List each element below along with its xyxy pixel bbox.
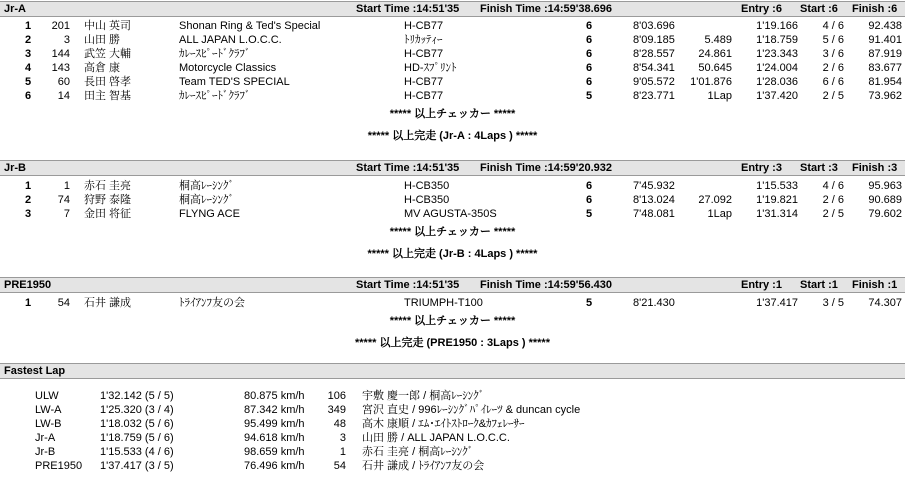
team-name: ｶﾚｰｽﾋﾟｰﾄﾞｸﾗﾌﾞ (179, 48, 251, 60)
machine: TRIUMPH-T100 (404, 297, 483, 309)
entry-count: Entry :6 (741, 3, 782, 15)
speed: 87.342 km/h (244, 404, 305, 416)
total-time: 8'23.771 (633, 90, 675, 102)
gap: 27.092 (698, 194, 732, 206)
best-lap-time: 1'19.821 (756, 194, 798, 206)
rider-team: 宇敷 慶一郎 / 桐高ﾚｰｼﾝｸﾞ (362, 390, 485, 402)
car-number: 54 (333, 460, 346, 472)
car-number: 60 (57, 76, 70, 88)
gap: 1Lap (707, 90, 732, 102)
car-number: 349 (327, 404, 346, 416)
avg-speed: 90.689 (868, 194, 902, 206)
completion-line: ***** 以上完走 (PRE1950 : 3Laps ) ***** (354, 337, 550, 349)
lap-time: 1'18.032 (5 / 6) (100, 418, 174, 430)
laps: 5 (586, 297, 593, 309)
start-time: Start Time :14:51'35 (356, 279, 460, 291)
start-time: Start Time :14:51'35 (356, 162, 460, 174)
laps: 6 (586, 62, 593, 74)
position: 2 (25, 34, 32, 46)
car-number: 48 (333, 418, 346, 430)
position: 6 (25, 90, 32, 102)
class-name: ULW (35, 390, 59, 402)
result-row (0, 207, 905, 221)
gap: 50.645 (698, 62, 732, 74)
avg-speed: 73.962 (868, 90, 902, 102)
rider-name: 田主 智基 (84, 90, 132, 102)
team-name: Motorcycle Classics (179, 62, 277, 74)
team-name: Team TED'S SPECIAL (179, 76, 290, 88)
start-count: Start :1 (800, 279, 838, 291)
car-number: 106 (327, 390, 346, 402)
class-name: LW-A (35, 404, 62, 416)
fastest-lap-title: Fastest Lap (4, 365, 66, 377)
team-name: ﾄﾗｲｱﾝﾌ友の会 (179, 297, 245, 309)
team-name: ｶﾚｰｽﾋﾟｰﾄﾞｸﾗﾌﾞ (179, 90, 251, 102)
best-lap-number: 2 / 5 (822, 90, 844, 102)
speed: 80.875 km/h (244, 390, 305, 402)
best-lap-number: 3 / 6 (822, 48, 844, 60)
speed: 98.659 km/h (244, 446, 305, 458)
race-header-pre1950 (0, 277, 905, 293)
machine: H-CB77 (404, 20, 444, 32)
best-lap-time: 1'24.004 (756, 62, 798, 74)
rider-name: 石井 謙成 (84, 297, 132, 309)
gap: 1'01.876 (690, 76, 732, 88)
team-name: Shonan Ring & Ted's Special (179, 20, 321, 32)
finish-time: Finish Time :14:59'20.932 (480, 162, 613, 174)
position: 1 (25, 297, 32, 309)
rider-name: 中山 英司 (84, 20, 132, 32)
speed: 95.499 km/h (244, 418, 305, 430)
total-time: 8'28.557 (633, 48, 675, 60)
car-number: 144 (51, 48, 70, 60)
team-name: 桐高ﾚｰｼﾝｸﾞ (179, 180, 234, 192)
best-lap-time: 1'23.343 (756, 48, 798, 60)
lap-time: 1'37.417 (3 / 5) (100, 460, 174, 472)
rider-name: 高倉 康 (84, 62, 121, 74)
finish-count: Finish :6 (852, 3, 898, 15)
finish-count: Finish :3 (852, 162, 898, 174)
total-time: 7'48.081 (633, 208, 675, 220)
fastest-lap-row (0, 389, 905, 403)
best-lap-number: 2 / 5 (822, 208, 844, 220)
fastest-lap-row (0, 417, 905, 431)
rider-name: 山田 勝 (84, 34, 121, 46)
best-lap-number: 3 / 5 (822, 297, 844, 309)
class-name: PRE1950 (4, 279, 52, 291)
rider-team: 山田 勝 / ALL JAPAN L.O.C.C. (362, 432, 510, 444)
machine: H-CB77 (404, 90, 444, 102)
car-number: 7 (63, 208, 70, 220)
laps: 5 (586, 90, 593, 102)
machine: H-CB350 (404, 180, 450, 192)
rider-team: 宮沢 直史 / 996ﾚｰｼﾝｸﾞﾊﾟｲﾚｰﾂ & duncan cycle (362, 404, 581, 416)
lap-time: 1'15.533 (4 / 6) (100, 446, 174, 458)
checker-line: ***** 以上チェッカー ***** (389, 315, 516, 327)
total-time: 8'13.024 (633, 194, 675, 206)
best-lap-number: 4 / 6 (822, 20, 844, 32)
rider-name: 赤石 圭亮 (84, 180, 132, 192)
fastest-lap-row (0, 403, 905, 417)
result-row (0, 75, 905, 89)
race-header-jr-a (0, 1, 905, 17)
laps: 6 (586, 34, 593, 46)
completion-line: ***** 以上完走 (Jr-B : 4Laps ) ***** (367, 248, 538, 260)
rider-team: 高木 康順 / ｴﾑ･ｴｲﾄｽﾄﾛｰｸ&ｶﾌｪﾚｰｻｰ (362, 418, 525, 430)
team-name: FLYNG ACE (179, 208, 240, 220)
result-row (0, 19, 905, 33)
rider-name: 金田 将征 (84, 208, 132, 220)
best-lap-time: 1'31.314 (756, 208, 798, 220)
avg-speed: 91.401 (868, 34, 902, 46)
car-number: 1 (339, 446, 346, 458)
position: 4 (25, 62, 32, 74)
result-row (0, 296, 905, 310)
avg-speed: 87.919 (868, 48, 902, 60)
finish-count: Finish :1 (852, 279, 898, 291)
car-number: 54 (57, 297, 70, 309)
position: 1 (25, 180, 32, 192)
class-name: Jr-B (4, 162, 27, 174)
total-time: 8'54.341 (633, 62, 675, 74)
avg-speed: 92.438 (868, 20, 902, 32)
class-name: LW-B (35, 418, 62, 430)
result-row (0, 179, 905, 193)
machine: ﾄﾘｶｯﾃｨｰ (404, 34, 443, 46)
class-name: PRE1950 (35, 460, 83, 472)
machine: HD-ｽﾌﾟﾘﾝﾄ (404, 62, 457, 74)
checker-line: ***** 以上チェッカー ***** (389, 108, 516, 120)
team-name: ALL JAPAN L.O.C.C. (179, 34, 282, 46)
speed: 94.618 km/h (244, 432, 305, 444)
car-number: 74 (57, 194, 70, 206)
start-count: Start :3 (800, 162, 838, 174)
fastest-lap-row (0, 431, 905, 445)
machine: MV AGUSTA-350S (404, 208, 497, 220)
finish-time: Finish Time :14:59'56.430 (480, 279, 613, 291)
position: 3 (25, 48, 32, 60)
result-row (0, 47, 905, 61)
fastest-lap-row (0, 445, 905, 459)
gap: 5.489 (704, 34, 732, 46)
entry-count: Entry :3 (741, 162, 782, 174)
lap-time: 1'25.320 (3 / 4) (100, 404, 174, 416)
entry-count: Entry :1 (741, 279, 782, 291)
result-row (0, 89, 905, 103)
position: 1 (25, 20, 32, 32)
avg-speed: 79.602 (868, 208, 902, 220)
car-number: 143 (51, 62, 70, 74)
laps: 6 (586, 180, 593, 192)
car-number: 1 (63, 180, 70, 192)
start-time: Start Time :14:51'35 (356, 3, 460, 15)
best-lap-number: 6 / 6 (822, 76, 844, 88)
checker-line: ***** 以上チェッカー ***** (389, 226, 516, 238)
total-time: 9'05.572 (633, 76, 675, 88)
total-time: 8'21.430 (633, 297, 675, 309)
total-time: 8'09.185 (633, 34, 675, 46)
machine: H-CB350 (404, 194, 450, 206)
car-number: 14 (57, 90, 70, 102)
best-lap-number: 5 / 6 (822, 34, 844, 46)
result-row (0, 61, 905, 75)
completion-line: ***** 以上完走 (Jr-A : 4Laps ) ***** (367, 130, 538, 142)
best-lap-time: 1'18.759 (756, 34, 798, 46)
result-row (0, 33, 905, 47)
best-lap-time: 1'19.166 (756, 20, 798, 32)
machine: H-CB77 (404, 48, 444, 60)
best-lap-time: 1'15.533 (756, 180, 798, 192)
start-count: Start :6 (800, 3, 838, 15)
rider-name: 長田 啓孝 (84, 76, 132, 88)
result-row (0, 193, 905, 207)
rider-name: 狩野 泰隆 (84, 194, 132, 206)
best-lap-number: 2 / 6 (822, 194, 844, 206)
finish-time: Finish Time :14:59'38.696 (480, 3, 613, 15)
laps: 6 (586, 76, 593, 88)
position: 2 (25, 194, 32, 206)
fastest-lap-row (0, 459, 905, 473)
laps: 6 (586, 48, 593, 60)
rider-name: 武笠 大輔 (84, 48, 132, 60)
rider-team: 赤石 圭亮 / 桐高ﾚｰｼﾝｸﾞ (362, 446, 474, 458)
position: 5 (25, 76, 32, 88)
laps: 6 (586, 194, 593, 206)
best-lap-time: 1'37.417 (756, 297, 798, 309)
laps: 5 (586, 208, 593, 220)
car-number: 3 (63, 34, 70, 46)
fastest-lap-header (0, 363, 905, 379)
speed: 76.496 km/h (244, 460, 305, 472)
race-header-jr-b (0, 160, 905, 176)
best-lap-number: 2 / 6 (822, 62, 844, 74)
avg-speed: 83.677 (868, 62, 902, 74)
class-name: Jr-B (35, 446, 56, 458)
team-name: 桐高ﾚｰｼﾝｸﾞ (179, 194, 234, 206)
car-number: 3 (339, 432, 346, 444)
best-lap-time: 1'28.036 (756, 76, 798, 88)
avg-speed: 95.963 (868, 180, 902, 192)
class-name: Jr-A (4, 3, 27, 15)
car-number: 201 (51, 20, 70, 32)
avg-speed: 81.954 (868, 76, 902, 88)
gap: 1Lap (707, 208, 732, 220)
machine: H-CB77 (404, 76, 444, 88)
avg-speed: 74.307 (868, 297, 902, 309)
laps: 6 (586, 20, 593, 32)
lap-time: 1'18.759 (5 / 6) (100, 432, 174, 444)
best-lap-number: 4 / 6 (822, 180, 844, 192)
class-name: Jr-A (35, 432, 56, 444)
best-lap-time: 1'37.420 (756, 90, 798, 102)
position: 3 (25, 208, 32, 220)
rider-team: 石井 謙成 / ﾄﾗｲｱﾝﾌ友の会 (362, 460, 485, 472)
total-time: 8'03.696 (633, 20, 675, 32)
gap: 24.861 (698, 48, 732, 60)
total-time: 7'45.932 (633, 180, 675, 192)
lap-time: 1'32.142 (5 / 5) (100, 390, 174, 402)
